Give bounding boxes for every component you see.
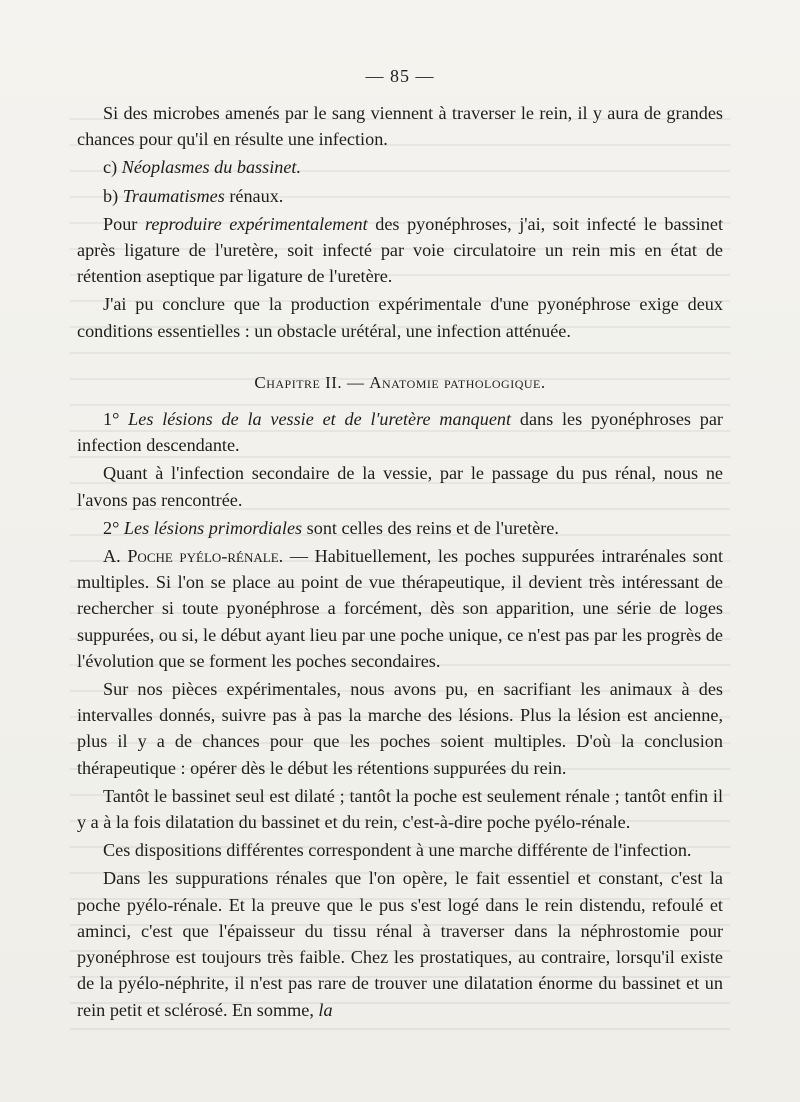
body-text (77, 100, 723, 1023)
poche-label: Poche pyélo-rénale. (127, 546, 284, 567)
la-italic: la (318, 999, 333, 1020)
paragraph-pieces-experimentales: Sur nos pièces expérimentales, nous avons pu, en sacrifiant les animaux à des intervalles donnés, suivre pas à pas la marche des lésions. Plus la lésion est ancienne, plus il y a de chances pour que les poches soient multiples. D'où la conclusion thérapeutique : opérer dès le début les rétentions suppurées du rein. (77, 679, 723, 778)
lesions-primordiales-italic: Les lésions primordiales (123, 517, 303, 538)
lesions-vessie-italic: Les lésions de la vessie et de l'uretère manquent (128, 409, 512, 430)
neoplasmes-italic: Néoplasmes du bassinet. (121, 157, 302, 178)
chapter-label: Chapitre II. (254, 372, 343, 392)
paragraph-conclusion: J'ai pu conclure que la production expérimentale d'une pyonéphrose exige deux conditions essentielles : un obstacle urétéral, une infection atténuée. (77, 294, 723, 341)
paragraph-neoplasmes: c) Néoplasmes du bassinet. (103, 157, 302, 178)
page-number: — 85 — (365, 66, 435, 86)
paragraph-poche-pyelo-renale: A. Poche pyélo-rénale. — Habituellement, les poches suppurées intrarénales sont multiples. Si l'on se place au point de vue thérapeutique, il devient très intéressant de rechercher si toute pyonéphrose a forcément, dès son apparition, une série de loges suppurées, ou si, le début ayant lieu par une poche unique, ce n'est pas par les progrès de l'évolution que se forment les poches secondaires. (77, 546, 723, 671)
paragraph-tantot: Tantôt le bassinet seul est dilaté ; tantôt la poche est seulement rénale ; tantôt enfin il y a à la fois dilatation du bassinet et du rein, c'est-à-dire poche pyélo-rénale. (77, 785, 723, 833)
reproduire-italic: reproduire expérimentalement (144, 213, 368, 234)
traumatismes-italic: Traumatismes (122, 185, 225, 206)
paragraph-infection-secondaire: Quant à l'infection secondaire de la vessie, par le passage du pus rénal, nous ne l'avons pas rencontrée. (77, 463, 723, 510)
paragraph-reproduire: Pour reproduire expérimentalement des pyonéphroses, j'ai, soit infecté le bassinet après ligature de l'uretère, soit infecté par voie circulatoire un rein mis en état de rétention aseptique par ligature de l'uretère. (77, 213, 723, 287)
paragraph-microbes: Si des microbes amenés par le sang viennent à traverser le rein, il y aura de grandes chances pour qu'il en résulte une infection. (77, 103, 723, 150)
paragraph-suppurations: Dans les suppurations rénales que l'on opère, le fait essentiel et constant, c'est la poche pyélo-rénale. Et la preuve que le pus s'est logé dans le rein distendu, refoulé et aminci, c'est que l'épaisseur du tissu rénal à traverser dans la néphrostomie pour pyonéphrose est toujours très faible. Chez les prostatiques, au contraire, lorsqu'il existe de la pyélo-néphrite, il n'est pas rare de trouver une dilatation énorme du bassinet et un rein petit et sclérosé. En somme, la (77, 868, 723, 1020)
chapter-title: Anatomie pathologique. (369, 372, 546, 392)
paragraph-lesions-primordiales: 2° Les lésions primordiales sont celles des reins et de l'uretère. (103, 517, 559, 538)
chapter-heading: Chapitre II. — Anatomie pathologique. (254, 372, 546, 392)
paragraph-dispositions: Ces dispositions différentes correspondent à une marche différente de l'infection. (103, 840, 692, 861)
paragraph-traumatismes: b) Traumatismes rénaux. (103, 185, 284, 206)
paragraph-lesions-vessie: 1° Les lésions de la vessie et de l'uretère manquent dans les pyonéphroses par infection descendante. (77, 409, 723, 456)
